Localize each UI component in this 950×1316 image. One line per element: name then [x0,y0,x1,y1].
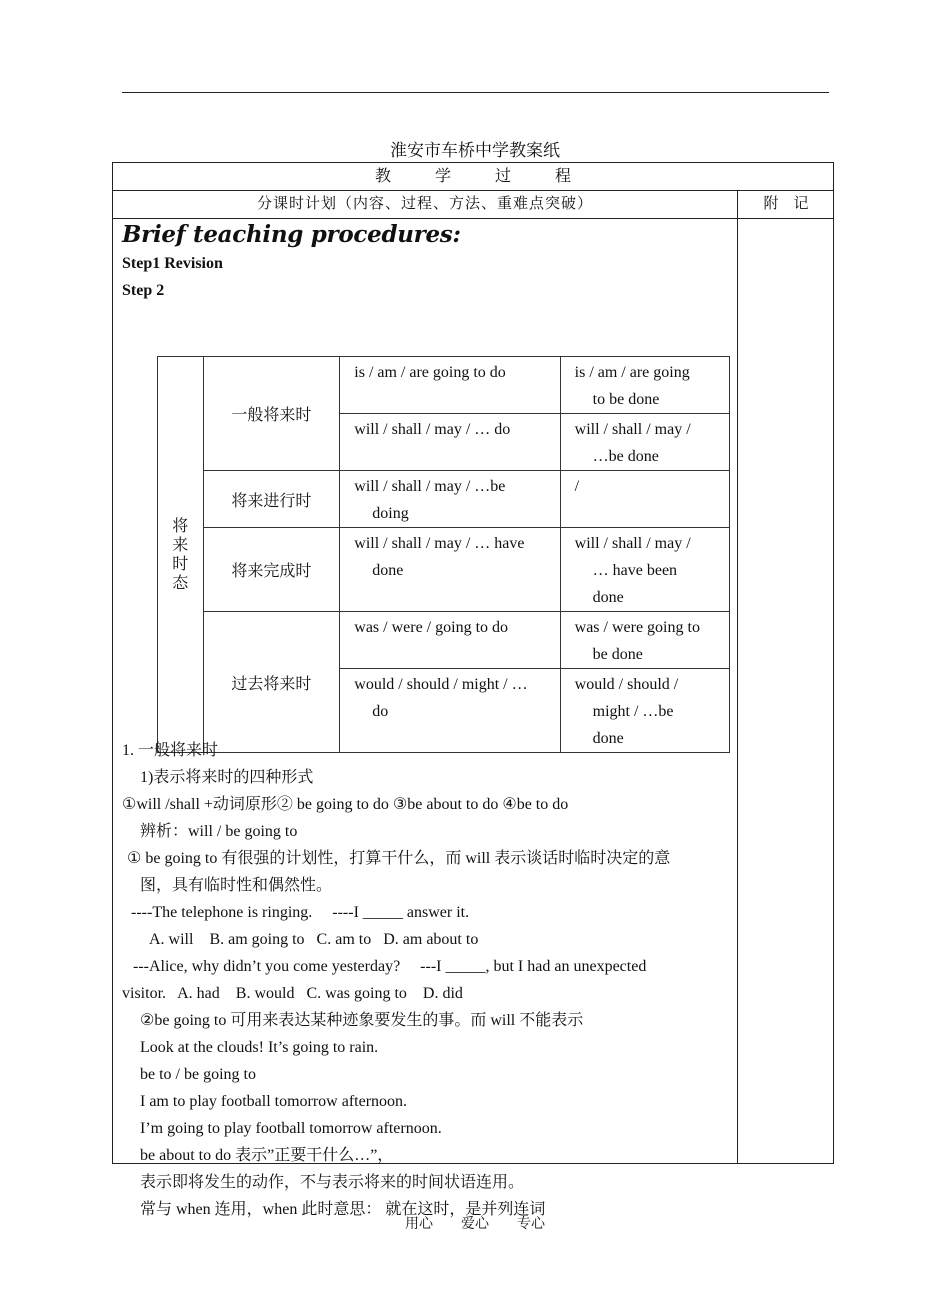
column-divider [737,190,738,1163]
table-cell: / [560,471,729,528]
body-line: 1)表示将来时的四种形式 [140,769,314,786]
body-line: 常与 when 连用，when 此时意思： 就在这时，是并列连词 [140,1201,546,1218]
example-options: visitor. A. had B. would C. was going to D. did [122,985,463,1002]
procedures-heading: Brief teaching procedures: [122,221,461,248]
lesson-body [122,737,732,1223]
body-line: 图，具有临时性和偶然性。 [140,877,333,894]
example-options: A. will B. am going to C. am to D. am about to [149,931,479,948]
example-line: ----The telephone is ringing. ----I _____ answer it. [131,904,470,921]
table-cell: was / were / going to do [340,612,560,669]
header-char: 学 [434,168,451,185]
body-line: 表示即将发生的动作，不与表示将来的时间状语连用。 [140,1174,525,1191]
body-line: I am to play football tomorrow afternoon. [140,1093,408,1110]
body-line: ②be going to 可用来表达某种迹象要发生的事。而 will 不能表示 [140,1012,584,1029]
footer-word: 爱心 [461,1217,489,1232]
subheader-row [113,190,833,219]
body-line: I’m going to play football tomorrow afternoon. [140,1120,442,1137]
table-cell: will / shall / may / … do [340,414,560,471]
body-line: Look at the clouds! It’s going to rain. [140,1039,379,1056]
footer-word: 专心 [517,1217,545,1232]
table-cell: would / should / might / … do [340,669,560,753]
teaching-process-header [113,163,833,191]
table-cell: is / am / are going to do [340,357,560,414]
table-cell: will / shall / may / …be doing [340,471,560,528]
body-line: be to / be going to [140,1066,256,1083]
step2-label: Step 2 [122,282,165,299]
body-line: ① be going to 有很强的计划性，打算干什么，而 will 表示谈话时临时决定的意 [127,850,671,867]
tense-table [157,356,730,753]
body-line: 辨析：will / be going to [140,823,298,840]
table-cell: was / were going to be done [560,612,729,669]
section-title: 1. 一般将来时 [122,742,219,759]
header-char: 程 [555,168,572,185]
step1-label: Step1 Revision [122,255,223,272]
plan-content [122,219,730,1218]
footer-motto [0,1213,950,1233]
body-line: ①will /shall +动词原形② be going to do ③be about to do ④be to do [122,796,569,813]
tense-name: 过去将来时 [203,612,340,753]
example-line: ---Alice, why didn’t you come yesterday? ---I _____, but I had an unexpected [133,958,647,975]
tense-name: 将来完成时 [203,528,340,612]
tense-name: 一般将来时 [203,357,340,471]
table-cell: would / should / might / …be done [560,669,729,753]
footer-word: 用心 [405,1217,433,1232]
tense-name: 将来进行时 [203,471,340,528]
header-char: 过 [495,168,512,185]
school-title: 淮安市车桥中学教案纸 [390,141,560,160]
plan-label: 分课时计划（内容、过程、方法、重难点突破） [256,196,593,212]
header-rule [122,92,829,93]
tense-group-label: 将 来 时 态 [158,357,204,753]
lesson-plan-table [112,162,834,1218]
table-cell: will / shall / may / … have been done [560,528,729,612]
table-cell: is / am / are going to be done [560,357,729,414]
note-label: 附 记 [763,196,809,212]
body-line: be about to do 表示”正要干什么…”， [140,1147,394,1164]
table-cell: will / shall / may / … have done [340,528,560,612]
header-char: 教 [374,168,391,185]
table-cell: will / shall / may / …be done [560,414,729,471]
